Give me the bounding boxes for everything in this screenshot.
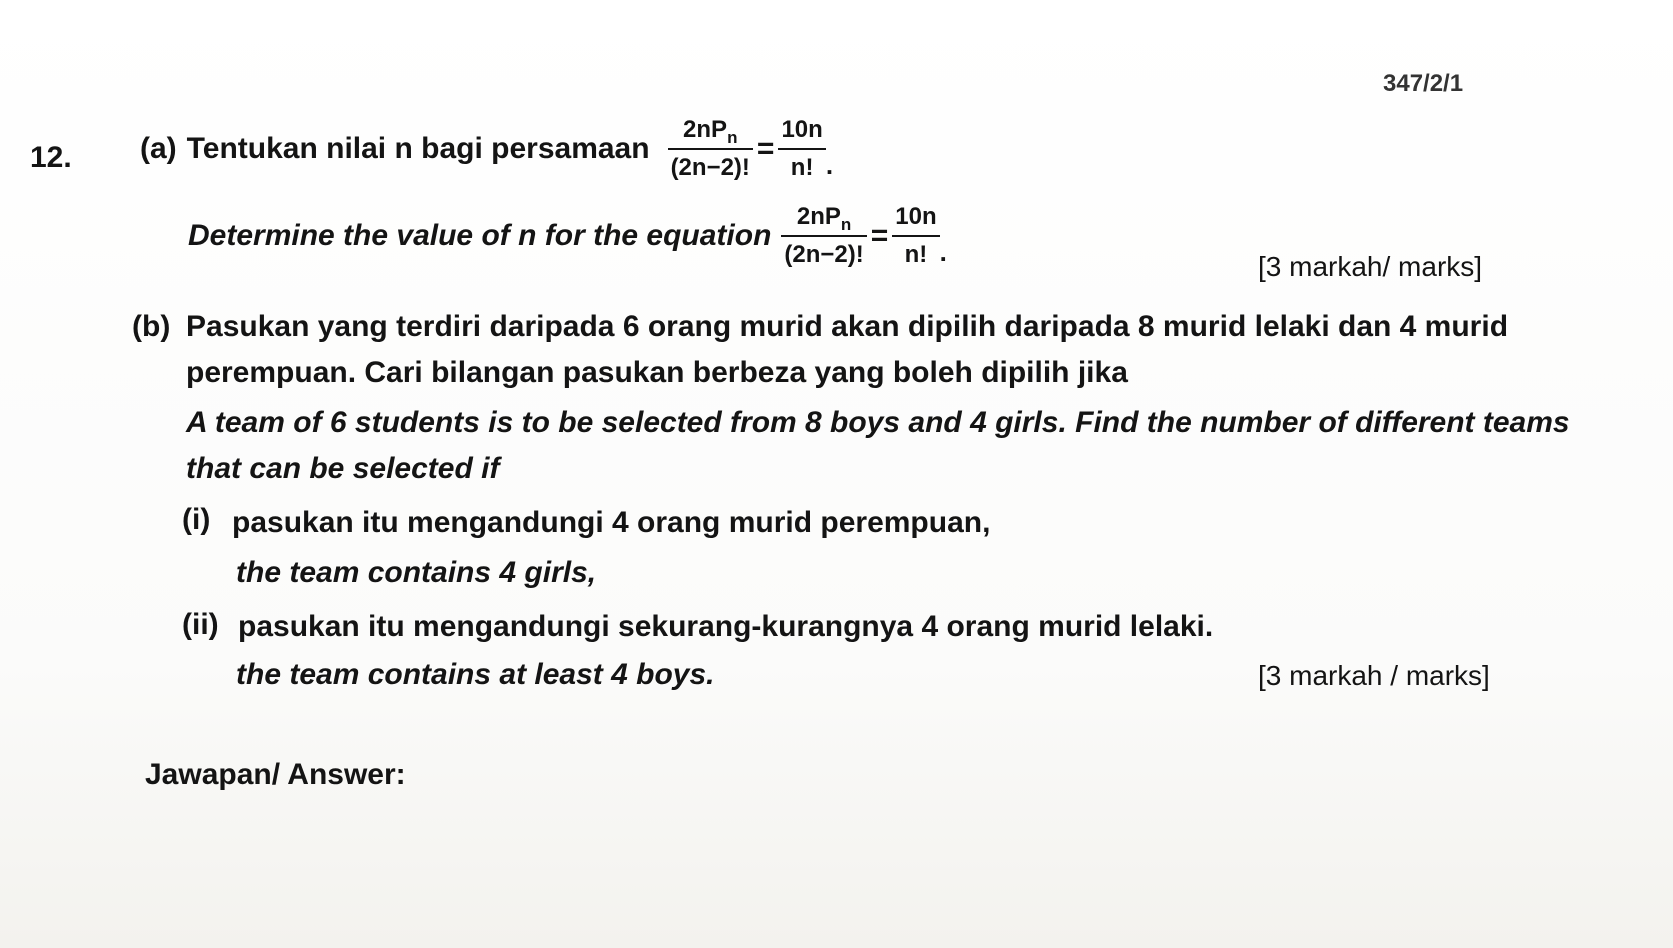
part-a-english-line: Determine the value of n for the equation $\frac{2nP_n}{(2n-2)!}$ = $\frac{10n}{n!}$ . <box>188 203 947 268</box>
sub-i-malay: pasukan itu mengandungi 4 orang murid perempuan, <box>232 506 991 539</box>
part-a-label: (a) <box>140 132 177 165</box>
part-a-malay-text: Tentukan nilai n bagi persamaan <box>186 132 650 165</box>
part-a-marks: [3 markah/ marks] <box>1258 251 1483 282</box>
answer-label: Jawapan/ Answer: <box>145 758 406 791</box>
equation-rhs-fraction-en: $\frac{10n}{n!}$ <box>892 205 939 267</box>
equation-rhs-fraction: $\frac{10n}{n!}$ <box>778 118 825 180</box>
sub-ii-malay: pasukan itu mengandungi sekurang-kurangnya 4 orang murid lelaki. <box>238 610 1214 643</box>
part-b-english-line1: A team of 6 students is to be selected from 8 boys and 4 girls. Find the number of different teams <box>186 406 1570 439</box>
part-b-malay-line1: Pasukan yang terdiri daripada 6 orang murid akan dipilih daripada 8 murid lelaki dan 4 murid <box>186 310 1509 343</box>
equation-lhs-fraction: $\frac{2nP_n}{(2n-2)!}$ <box>668 118 753 180</box>
part-b-label: (b) <box>132 310 171 343</box>
question-number: 12. <box>30 141 72 174</box>
page-code: 347/2/1 <box>1383 70 1464 97</box>
equation-equals: = <box>756 132 775 165</box>
equation-equals-en: = <box>870 219 889 252</box>
part-a-english-text: Determine the value of n for the equation <box>188 219 772 252</box>
part-b-marks: [3 markah / marks] <box>1258 660 1490 691</box>
equation-lhs-fraction-en: $\frac{2nP_n}{(2n-2)!}$ <box>781 205 866 267</box>
sub-ii-english: the team contains at least 4 boys. <box>236 658 715 691</box>
sub-ii-label: (ii) <box>182 608 219 641</box>
part-b-malay-line2: perempuan. Cari bilangan pasukan berbeza yang boleh dipilih jika <box>186 356 1128 389</box>
part-b-english-line2: that can be selected if <box>186 452 500 485</box>
sub-i-label: (i) <box>182 503 211 536</box>
sub-i-english: the team contains 4 girls, <box>236 556 597 589</box>
part-a-malay-line: (a) Tentukan nilai n bagi persamaan $\frac{2nP_n}{(2n-2)!}$ = $\frac{10n}{n!}$ . <box>140 116 834 181</box>
